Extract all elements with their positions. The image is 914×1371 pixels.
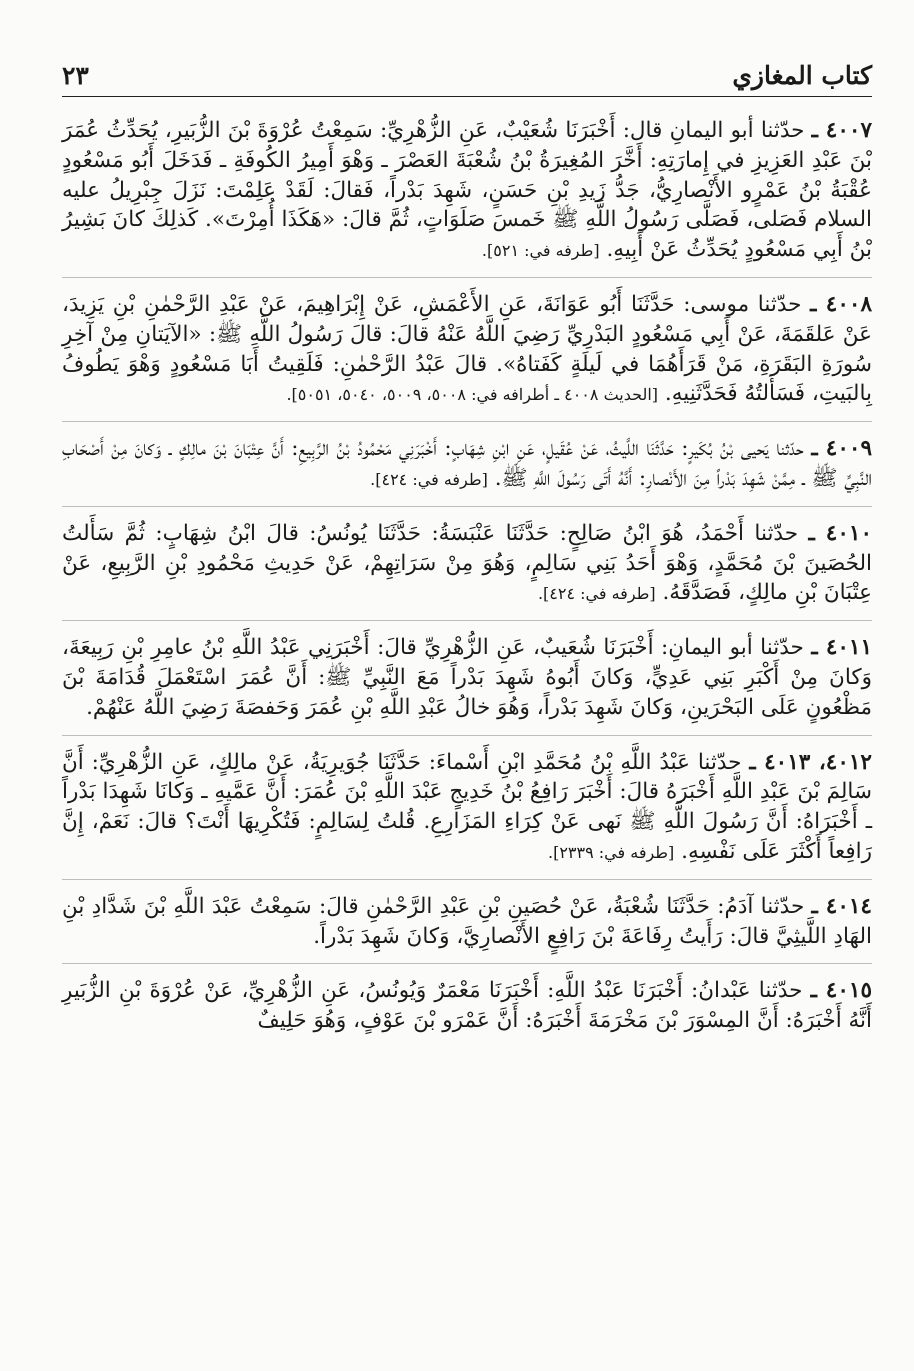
hadith-text: حدّثنا آدَمُ: حَدَّثَنَا شُعْبَةُ، عَنْ حُصَينِ بْنِ عَبْدِ الرَّحْمٰنِ قالَ: سَمِعْتُ عَبْدَ اللَّهِ بْنَ شَدَّادِ بْنِ الهَادِ اللَّيثِيَّ قالَ: رَأَيتُ رِفَاعَةَ بْنَ رَافِعٍ الأَنْصارِيَّ، وَكانَ شَهِدَ بَدْراً. [62,893,872,949]
hadith-references: [طرفه في: ٤٢٤]. [370,469,488,489]
hadith-references: [الحديث ٤٠٠٨ ـ أطرافه في: ٥٠٠٨، ٥٠٠٩، ٥٠٤٠، ٥٠٥١]. [286,385,659,405]
hadith-text: حدّثنا أبو اليمانِ: أَخْبَرَنَا شُعَيبٌ، عَنِ الزُّهْرِيِّ قالَ: أَخْبَرَنِي عَبْدُ اللَّهِ بْنُ عامِرِ بْنِ رَبِيعَةَ، وَكانَ مِنْ أَكْبَرِ بَنِي عَدِيٍّ، وَكانَ أَبُوهُ شَهِدَ بَدْراً مَعَ النَّبِيِّ ﷺ: أَنَّ عُمَرَ اسْتَعْمَلَ قُدَامَةَ بْنَ مَظْعُونٍ عَلَى البَحْرَينِ، وَكانَ شَهِدَ بَدْراً، وَهُوَ خالُ عَبْدِ اللَّهِ بْنِ عُمَرَ وَحَفصَةَ رَضِيَ اللَّهُ عَنْهُمْ. [62,635,872,720]
page-header [62,52,872,97]
page-body [62,112,872,1056]
hadith-4011 [62,629,872,735]
hadith-4012-4013 [62,744,872,880]
hadith-number: ٤٠٠٩ ـ [811,436,872,462]
hadith-4009 [62,430,872,507]
page-number: ٢٣ [62,61,89,90]
hadith-number: ٤٠١٥ ـ [810,978,872,1004]
hadith-text: حدّثنا أبو اليمانِ قال: أَخْبَرَنَا شُعَيْبٌ، عَنِ الزُّهْرِيِّ: سَمِعْتُ عُرْوَةَ بْنَ الزُّبَيرِ، يُحَدِّثُ عُمَرَ بْنَ عَبْدِ العَزِيزِ في إِمارَتِهِ: أَخَّرَ المُغِيرَةُ بْنُ شُعْبَةَ العَصْرَ ـ وَهْوَ أَمِيرُ الكُوفَةِ ـ فَدَخَلَ أَبُو مَسْعُودٍ عُقْبَةُ بْنُ عَمْرٍو الأَنْصارِيُّ، جَدُّ زَيدِ بْنِ حَسَنٍ، شَهِدَ بَدْراً، فَقالَ: لَقَدْ عَلِمْتَ: نَزَلَ جِبْرِيلُ عليه السلام فَصَلى، فَصَلَّى رَسُولُ اللَّهِ ﷺ خَمسَ صَلَوَاتٍ، ثُمَّ قالَ: «هَكَذَا أُمِرْتَ». كَذلِكَ كانَ بَشِيرُ بْنُ أَبِي مَسْعُودٍ يُحَدِّثُ عَنْ أَبِيهِ. [62,118,872,263]
hadith-text: حدّثنا يَحيى بْنُ بُكَيرٍ: حَدَّثَنَا اللَّيثُ، عَنْ عُقَيلٍ، عَنِ ابْنِ شِهَابٍ: أَخْبَرَنِي مَحْمُودُ بْنُ الرَّبِيعِ: أَنَّ عِتْبَانَ بْنَ مالِكٍ ـ وَكانَ مِنْ أَصْحَابِ النَّبِيِّ ﷺ ـ مِمَّنْ شَهِدَ بَدْراً مِنَ الأَنْصارِ: أَنَّهُ أَتَى رَسُولَ اللَّهِ ﷺ. [62,436,872,491]
hadith-4007 [62,112,872,278]
hadith-text: حدّثنا عَبْدانُ: أَخْبَرَنَا عَبْدُ اللَّهِ: أَخْبَرَنَا مَعْمَرٌ وَيُونُسُ، عَنِ الزُّهْرِيِّ، عَنْ عُرْوَةَ بْنِ الزُّبَيرِ أَنَّهُ أَخْبَرَهُ: أَنَّ المِسْوَرَ بْنَ مَخْرَمَةَ أَخْبَرَهُ: أَنَّ عَمْرَو بْنَ عَوْفٍ، وَهُوَ حَلِيفٌ [62,978,872,1034]
book-title: كتاب المغازي [732,61,872,90]
hadith-4010 [62,515,872,621]
hadith-number: ٤٠٠٨ ـ [810,291,872,317]
hadith-references: [طرفه في: ٢٣٣٩]. [547,842,675,862]
hadith-number: ٤٠١٢، ٤٠١٣ ـ [749,749,872,775]
hadith-number: ٤٠١٠ ـ [808,520,872,546]
hadith-text: حدّثنا أَحْمَدُ، هُوَ ابْنُ صَالِحٍ: حَدَّثَنَا عَنْبَسَةُ: حَدَّثَنَا يُونُسُ: قالَ ابْنُ شِهَابٍ: ثُمَّ سَأَلتُ الحُصَينَ بْنَ مُحَمَّدٍ، وَهْوَ أَحَدُ بَنِي سَالِمٍ، وَهُوَ مِنْ سَرَاتِهِمْ، عَنْ حَدِيثِ مَحْمُودِ بْنِ الرَّبِيعِ، عَنْ عِتْبَانَ بْنِ مالِكٍ، فَصَدَّقَهُ. [62,520,872,606]
hadith-references: [طرفه في: ٤٢٤]. [537,584,656,604]
hadith-text: حدّثنا عَبْدُ اللَّهِ بْنُ مُحَمَّدِ ابْنِ أَسْماءَ: حَدَّثَنَا جُوَيرِيَةُ، عَنْ مالِكٍ، عَنِ الزُّهْرِيِّ: أَنَّ سَالِمَ بْنَ عَبْدِ اللَّهِ أَخْبَرَهُ قالَ: أَخْبَرَ رَافِعُ بْنُ خَدِيجٍ عَبْدَ اللَّهِ بْنَ عُمَرَ: أَنَّ عَمَّيهِ ـ وَكانَا شَهِدَا بَدْراً ـ أَخْبَرَاهُ: أَنَّ رَسُولَ اللَّهِ ﷺ نَهى عَنْ كِرَاءِ المَزَارِعِ. قُلتُ لِسَالِمٍ: فَتُكْرِيهَا أَنْتَ؟ قالَ: نَعَمْ، إِنَّ رَافِعاً أَكْثَرَ عَلَى نَفْسِهِ. [62,749,872,864]
hadith-number: ٤٠١١ ـ [811,635,873,661]
hadith-4015 [62,972,872,1048]
hadith-number: ٤٠٠٧ ـ [811,118,872,143]
hadith-text: حدّثنا موسى: حَدَّثَنَا أَبُو عَوَانَةَ، عَنِ الأَعْمَشِ، عَنْ إِبْرَاهِيمَ، عَنْ عَبْدِ الرَّحْمٰنِ بْنِ يَزِيدَ، عَنْ عَلقَمَةَ، عَنْ أَبِي مَسْعُودٍ البَدْرِيِّ رَضِيَ اللَّهُ عَنْهُ قالَ: قالَ رَسُولُ اللَّهِ ﷺ: «الآيَتانِ مِنْ آخِرِ سُورَةِ البَقَرَةِ، مَنْ قَرَأَهُمَا في لَيلَةٍ كَفَتاهُ». قالَ عَبْدُ الرَّحْمٰنِ: فَلَقِيتُ أَبَا مَسْعُودٍ وَهْوَ يَطُوفُ بِالبَيتِ، فَسَأَلتُهُ فَحَدَّثَنِيهِ. [62,291,872,407]
hadith-references: [طرفه في: ٥٢١]. [481,241,600,261]
hadith-number: ٤٠١٤ ـ [811,893,872,919]
hadith-4008 [62,286,872,422]
hadith-4014 [62,888,872,965]
